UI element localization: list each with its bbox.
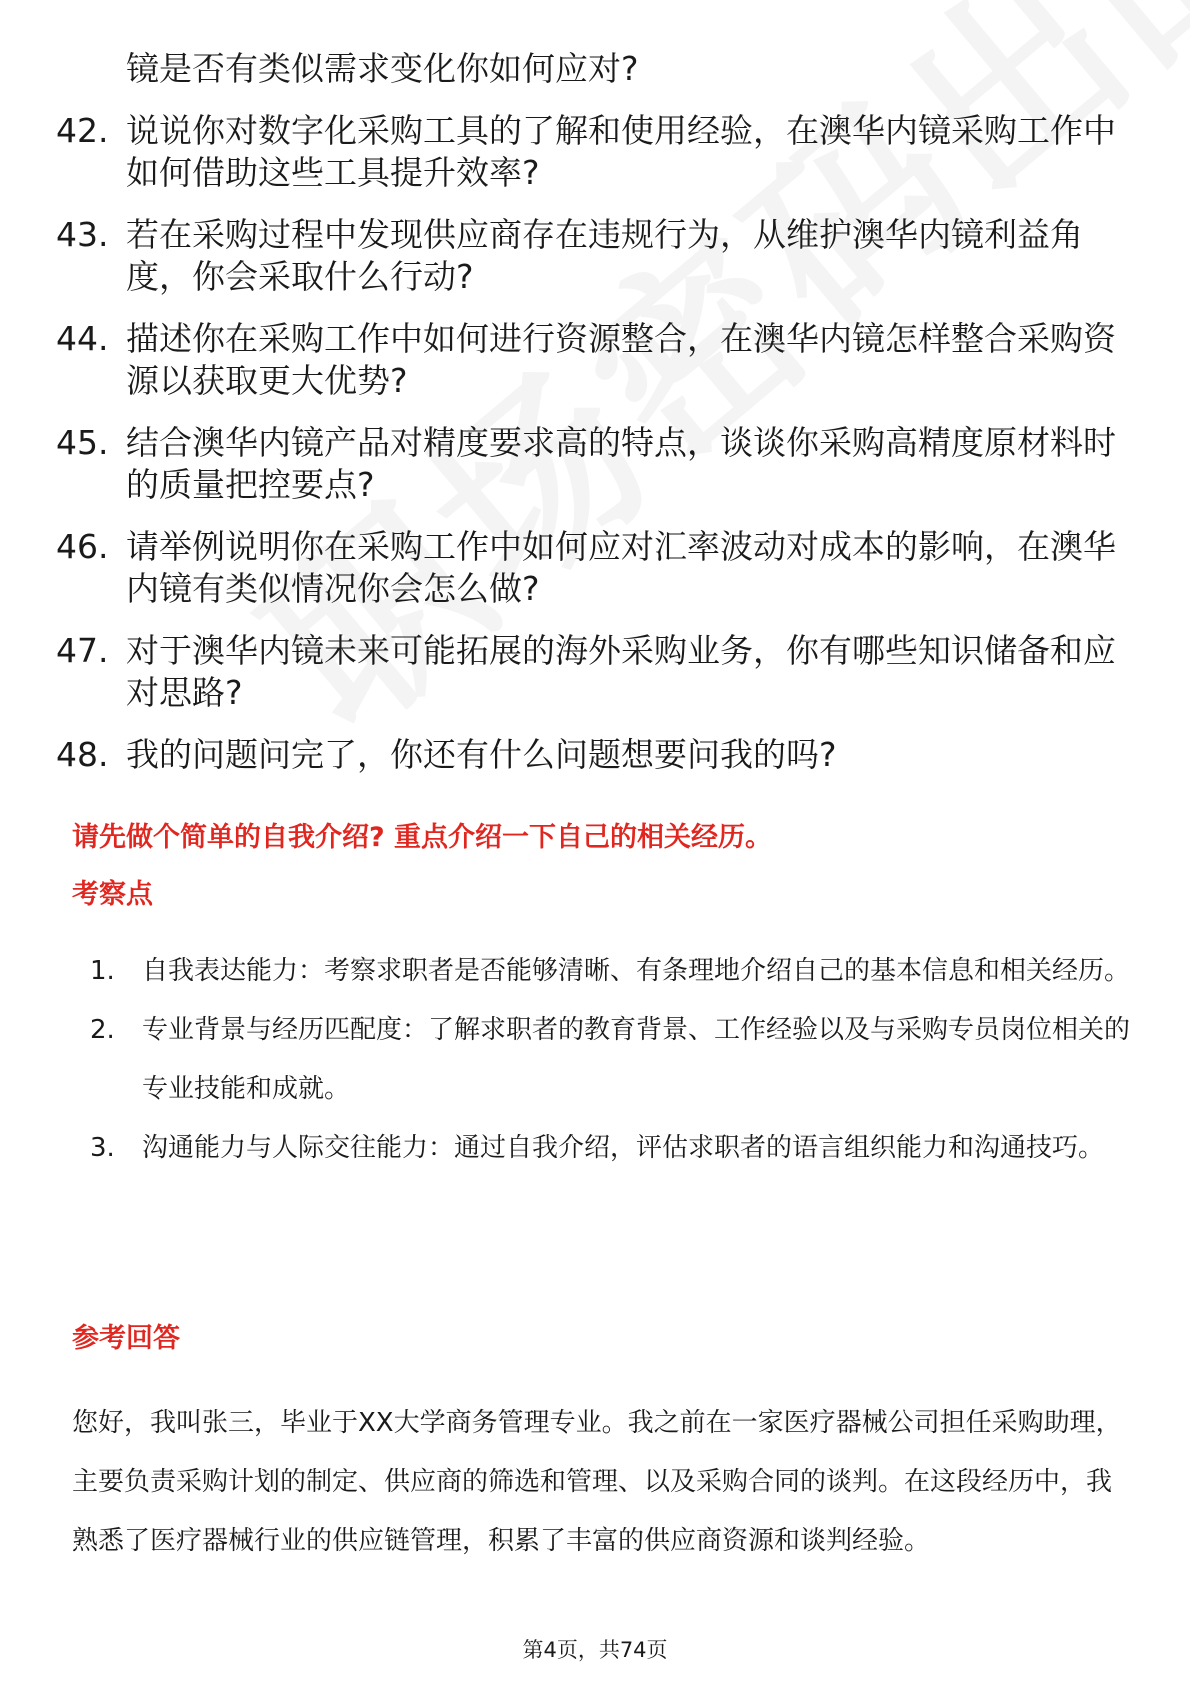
assessment-point-number: 3. [90, 1133, 115, 1163]
question-text: 请举例说明你在采购工作中如何应对汇率波动对成本的影响，在澳华内镜有类似情况你会怎么做? [126, 527, 1116, 608]
answer-heading: 参考回答 [72, 1323, 180, 1354]
question-text: 对于澳华内镜未来可能拓展的海外采购业务，你有哪些知识储备和应对思路? [126, 631, 1116, 712]
question-item [56, 526, 1136, 610]
question-number: 42. [56, 111, 109, 150]
assessment-point [72, 942, 1132, 1001]
question-text: 描述你在采购工作中如何进行资源整合，在澳华内镜怎样整合采购资源以获取更大优势? [126, 319, 1116, 400]
question-item [56, 318, 1136, 402]
assessment-heading: 考察点 [72, 879, 153, 910]
question-number: 48. [56, 735, 109, 774]
question-item [56, 110, 1136, 194]
page-footer: 第4页，共74页 [522, 1638, 668, 1662]
question-item [56, 630, 1136, 714]
question-text: 说说你对数字化采购工具的了解和使用经验，在澳华内镜采购工作中如何借助这些工具提升效率? [126, 111, 1116, 192]
assessment-point [72, 1001, 1132, 1119]
question-item [56, 422, 1136, 506]
question-text: 结合澳华内镜产品对精度要求高的特点，谈谈你采购高精度原材料时的质量把控要点? [126, 423, 1116, 504]
assessment-point [72, 1119, 1132, 1178]
question-text: 我的问题问完了，你还有什么问题想要问我的吗? [126, 735, 837, 774]
assessment-point-text: 专业背景与经历匹配度：了解求职者的教育背景、工作经验以及与采购专员岗位相关的专业技能和成就。 [142, 1015, 1131, 1104]
question-list [56, 48, 1136, 796]
question-number: 43. [56, 215, 109, 254]
question-number: 45. [56, 423, 109, 462]
question-number: 47. [56, 631, 109, 670]
question-item [56, 734, 1136, 776]
question-text: 若在采购过程中发现供应商存在违规行为，从维护澳华内镜利益角度，你会采取什么行动? [126, 215, 1083, 296]
assessment-point-list [72, 942, 1132, 1178]
assessment-point-number: 1. [90, 956, 115, 986]
question-number: 46. [56, 527, 109, 566]
answer-paragraph: 您好，我叫张三，毕业于XX大学商务管理专业。我之前在一家医疗器械公司担任采购助理，主要负责采购计划的制定、供应商的筛选和管理、以及采购合同的谈判。在这段经历中，我熟悉了医疗器械行业的供应链管理，积累了丰富的供应商资源和谈判经验。 [72, 1408, 1122, 1556]
assessment-point-text: 自我表达能力：考察求职者是否能够清晰、有条理地介绍自己的基本信息和相关经历。 [142, 956, 1131, 986]
question-number: 44. [56, 319, 109, 358]
assessment-point-number: 2. [90, 1015, 115, 1045]
assessment-point-text: 沟通能力与人际交往能力：通过自我介绍，评估求职者的语言组织能力和沟通技巧。 [142, 1133, 1105, 1163]
question-item [56, 214, 1136, 298]
question-continuation: 镜是否有类似需求变化你如何应对? [126, 49, 639, 88]
featured-question-title: 请先做个简单的自我介绍? 重点介绍一下自己的相关经历。 [72, 822, 773, 853]
